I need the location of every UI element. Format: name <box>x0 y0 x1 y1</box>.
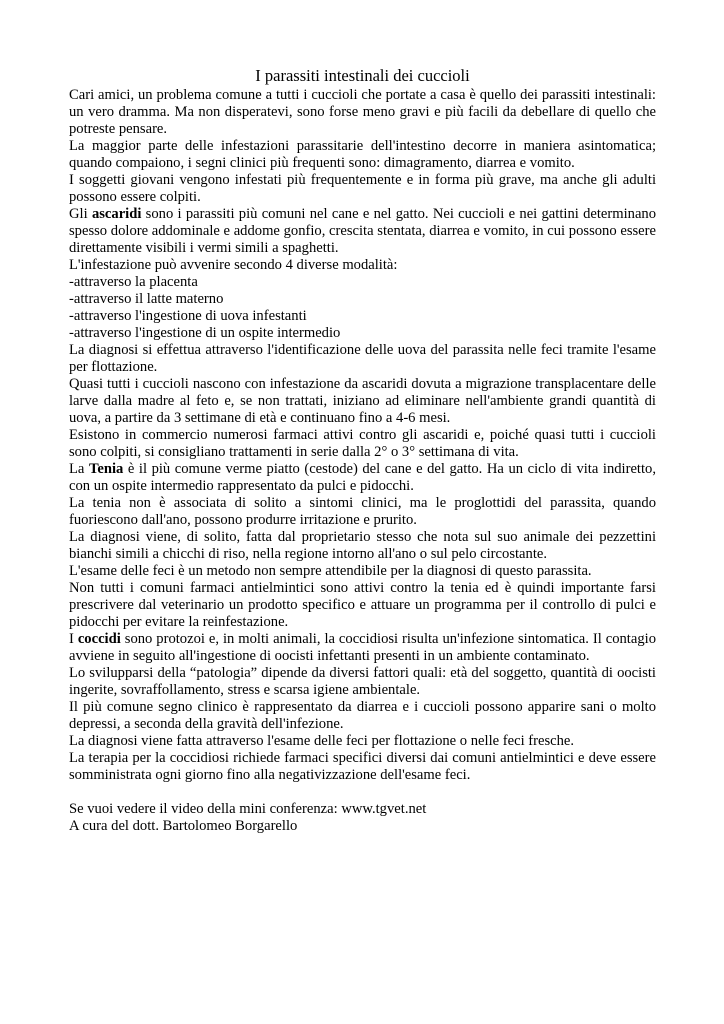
paragraph-ascaridi-farmaci: Esistono in commercio numerosi farmaci attivi contro gli ascaridi e, poiché quasi tutti i cuccioli sono colpiti, si consigliano trattamenti in serie dalla 2° o 3° settimana di vita. <box>69 427 656 460</box>
ascaridi-term: ascaridi <box>91 206 142 222</box>
list-item: -attraverso l'ingestione di un ospite intermedio <box>69 325 341 341</box>
paragraph-coccidi-terapia: La terapia per la coccidiosi richiede farmaci specifici diversi dai comuni antielmintici e deve essere somministrata ogni giorno fino alla negativizzazione dell'esame feci. <box>69 750 656 783</box>
ascaridi-post: sono i parassiti più comuni nel cane e nel gatto. Nei cuccioli e nei gattini determinano spesso dolore addominale e addome gonfio, crescita stentata, diarrea e vomito, in cui possono essere direttamente visibili i vermi simili a spaghetti. <box>69 206 657 256</box>
tenia-pre: La <box>69 461 89 477</box>
list-item: -attraverso il latte materno <box>69 291 224 307</box>
paragraph-tenia-diagnosi: La diagnosi viene, di solito, fatta dal proprietario stesso che nota sul suo animale dei pezzettini bianchi simili a chicchi di riso, nella regione intorno all'ano o sul pelo circostante. <box>69 529 656 562</box>
paragraph-coccidi-diagnosi: La diagnosi viene fatta attraverso l'esame delle feci per flottazione o nelle feci fresche. <box>69 733 575 749</box>
coccidi-term: coccidi <box>77 631 121 647</box>
paragraph-tenia-farmaci: Non tutti i comuni farmaci antielmintici sono attivi contro la tenia ed è quindi importante farsi prescrivere dal veterinario un prodotto specifico e attuare un programma per il controllo di pulci e pidocchi per evitare la reinfestazione. <box>69 580 656 630</box>
document-page <box>69 66 656 835</box>
paragraph-ascaridi-nascita: Quasi tutti i cuccioli nascono con infestazione da ascaridi dovuta a migrazione transplacentare delle larve dalla madre al feto e, se non trattati, iniziano ad eliminare nell'ambiente grandi quantità di uova, a partire da 3 settimane di età e continuano fino a 4-6 mesi. <box>69 376 656 426</box>
paragraph-gap <box>69 784 656 801</box>
tenia-post: è il più comune verme piatto (cestode) del cane e del gatto. Ha un ciclo di vita indiretto, con un ospite intermedio rappresentato da pulci e pidocchi. <box>69 461 656 494</box>
paragraph-tenia-sintomi: La tenia non è associata di solito a sintomi clinici, ma le proglottidi del parassita, quando fuoriescono dall'ano, possono produrre irritazione e prurito. <box>69 495 656 528</box>
paragraph-ascaridi-diagnosi: La diagnosi si effettua attraverso l'identificazione delle uova del parassita nelle feci tramite l'esame per flottazione. <box>69 342 656 375</box>
coccidi-post: sono protozoi e, in molti animali, la coccidiosi risulta un'infezione sintomatica. Il contagio avviene in seguito all'ingestione di oocisti infettanti presenti in un ambiente contaminato. <box>69 631 656 664</box>
paragraph-coccidi-patologia: Lo svilupparsi della “patologia” dipende da diversi fattori quali: età del soggetto, quantità di oocisti ingerite, sovraffollamento, stress e scarsa igiene ambientale. <box>69 665 656 698</box>
paragraph-tenia-esame: L'esame delle feci è un metodo non sempre attendibile per la diagnosi di questo parassita. <box>69 563 592 579</box>
document-title: I parassiti intestinali dei cuccioli <box>255 66 470 85</box>
paragraph-coccidi-segni: Il più comune segno clinico è rappresentato da diarrea e i cuccioli possono apparire sani o molto depressi, a seconda della gravità dell'infezione. <box>69 699 656 732</box>
tenia-term: Tenia <box>88 461 124 477</box>
paragraph-ascaridi <box>69 206 656 257</box>
list-item: -attraverso l'ingestione di uova infestanti <box>69 308 307 324</box>
paragraph-intro-2: La maggior parte delle infestazioni parassitarie dell'intestino decorre in maniera asintomatica; quando compaiono, i segni clinici più frequenti sono: dimagramento, diarrea e vomito. <box>69 138 656 171</box>
paragraph-coccidi <box>69 631 656 665</box>
paragraph-intro-3: I soggetti giovani vengono infestati più frequentemente e in forma più grave, ma anche gli adulti possono essere colpiti. <box>69 172 656 205</box>
footer-author: A cura del dott. Bartolomeo Borgarello <box>69 818 298 834</box>
ascaridi-pre: Gli <box>69 206 92 222</box>
paragraph-modalita-intro: L'infestazione può avvenire secondo 4 diverse modalità: <box>69 257 398 273</box>
footer-video-link: Se vuoi vedere il video della mini conferenza: www.tgvet.net <box>69 801 427 817</box>
paragraph-tenia <box>69 461 656 495</box>
coccidi-pre: I <box>69 631 78 647</box>
paragraph-intro-1: Cari amici, un problema comune a tutti i cuccioli che portate a casa è quello dei parassiti intestinali: un vero dramma. Ma non disperatevi, sono forse meno gravi e più facili da debellare di quello che potreste pensare. <box>69 87 656 137</box>
list-item: -attraverso la placenta <box>69 274 198 290</box>
